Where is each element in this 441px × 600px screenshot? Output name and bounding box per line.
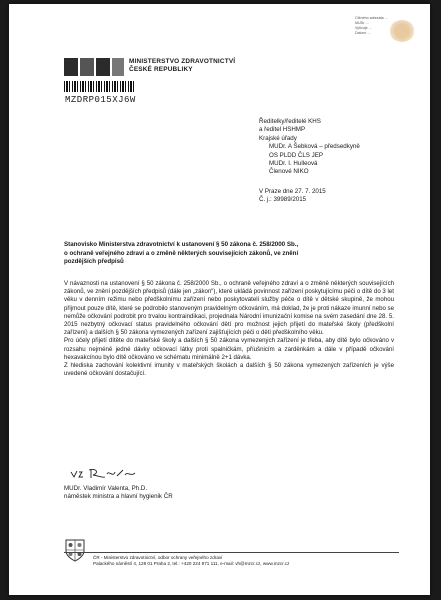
ministry-name-line2: ČESKÉ REPUBLIKY <box>129 66 193 73</box>
footer-address <box>93 555 289 567</box>
stamp-line: Vyřizuje ... <box>355 26 372 30</box>
stamp-seal <box>389 20 415 42</box>
ministry-logo <box>64 58 124 76</box>
registry-stamp <box>355 16 427 70</box>
handwritten-signature <box>69 466 139 482</box>
signer-block <box>64 485 173 502</box>
reference-number: Č. j.: 39989/2015 <box>259 196 307 204</box>
stamp-line: MUDr. ... <box>355 21 370 25</box>
recipient-line: Krajské úřady <box>259 134 297 142</box>
barcode <box>64 81 136 92</box>
body-paragraph: V návaznosti na ustanovení § 50 zákona č. 258/2000 Sb., o ochraně veřejného zdraví a o změně některých souvisejících zákonů, ve znění pozdějších předpisů (dále jen „zákon“), které ukládá povinnost zařízení poskytujícímu péči o dítě do 3 let věku v denním režimu nebo předškolnímu zařízení nebo poskytovateli služby péče o dítě v dětské skupině, že mohou přijmout pouze dítě, které se podrobilo stanoveným pravidelným očkováním, má doklad, že je proti nákaze imunní nebo se nemůže očkování podrobit pro trvalou kontraindikaci, projednala Národní imunizační komise na svém zasedání dne 28. 5. 2015 nezbytný očkovací status pravidelného očkování dětí pro možnost jejich přijetí do mateřské školy (předškolní zařízení) a dalších § 50 zákona vymezených zařízení zajišťujících péči o děti předškolního věku. <box>64 280 394 337</box>
document-page <box>9 4 430 595</box>
footer-divider <box>64 552 399 553</box>
document-id: MZDRP015XJ6W <box>65 95 136 105</box>
recipient-line: Členové NIKO <box>269 168 309 176</box>
signer-name: MUDr. Vladimír Valenta, Ph.D. <box>64 485 148 492</box>
ministry-name <box>129 58 235 74</box>
body-paragraph: Z hlediska zachování kolektivní imunity v mateřských školách a dalších § 50 zákona vymezených zařízeních je výše uvedené očkování dostačující. <box>64 362 394 378</box>
stamp-line: Ctěného adresáta ... <box>355 16 388 20</box>
state-emblem-icon <box>64 538 86 562</box>
signer-title: náměstek ministra a hlavní hygienik ČR <box>64 493 173 501</box>
recipient-line: MUDr. I. Hulleová <box>269 160 318 168</box>
footer-line: ČR - Ministerstvo zdravotnictví, odbor ochrany veřejného zdraví <box>93 555 223 560</box>
date-block <box>259 188 326 205</box>
stamp-line: Datum: ... <box>355 31 371 35</box>
recipient-line: MUDr. A Šebková – předsedkyně <box>269 143 360 151</box>
letter-body <box>64 280 394 378</box>
recipient-line: a ředitel HSHMP <box>259 126 306 134</box>
recipient-line: OS PLDD ČLS JEP <box>269 151 323 159</box>
subject-heading <box>64 241 394 267</box>
ministry-name-line1: MINISTERSTVO ZDRAVOTNICTVÍ <box>129 58 236 65</box>
subject-line: Stanovisko Ministerstva zdravotnictví k ustanovení § 50 zákona č. 258/2000 Sb., <box>64 241 299 248</box>
body-paragraph: Pro účely přijetí dítěte do mateřské školy a dalších § 50 zákona vymezených zařízení je třeba, aby dítě bylo očkováno v rozsahu nejméně jedné dávky očkovací látky proti spalničkám, příušnicím a zarděnkám a dále v případě očkování hexavakcínou bylo dítě očkováno ve schématu minimálně 2+1 dávka. <box>64 337 394 361</box>
subject-line: pozdějších předpisů <box>64 258 124 266</box>
recipient-block <box>259 118 360 177</box>
footer-line: Palackého náměstí 4, 128 01 Praha 2, tel.: +420 224 971 111, e-mail: vh@mzcr.cz, www.mzcr.cz <box>93 561 290 567</box>
subject-line: o ochraně veřejného zdraví a o změně některých souvisejících zákonů, ve znění <box>64 249 299 257</box>
recipient-line: Ředitelky/ředitelé KHS <box>259 118 321 125</box>
place-date: V Praze dne 27. 7. 2015 <box>259 188 326 195</box>
